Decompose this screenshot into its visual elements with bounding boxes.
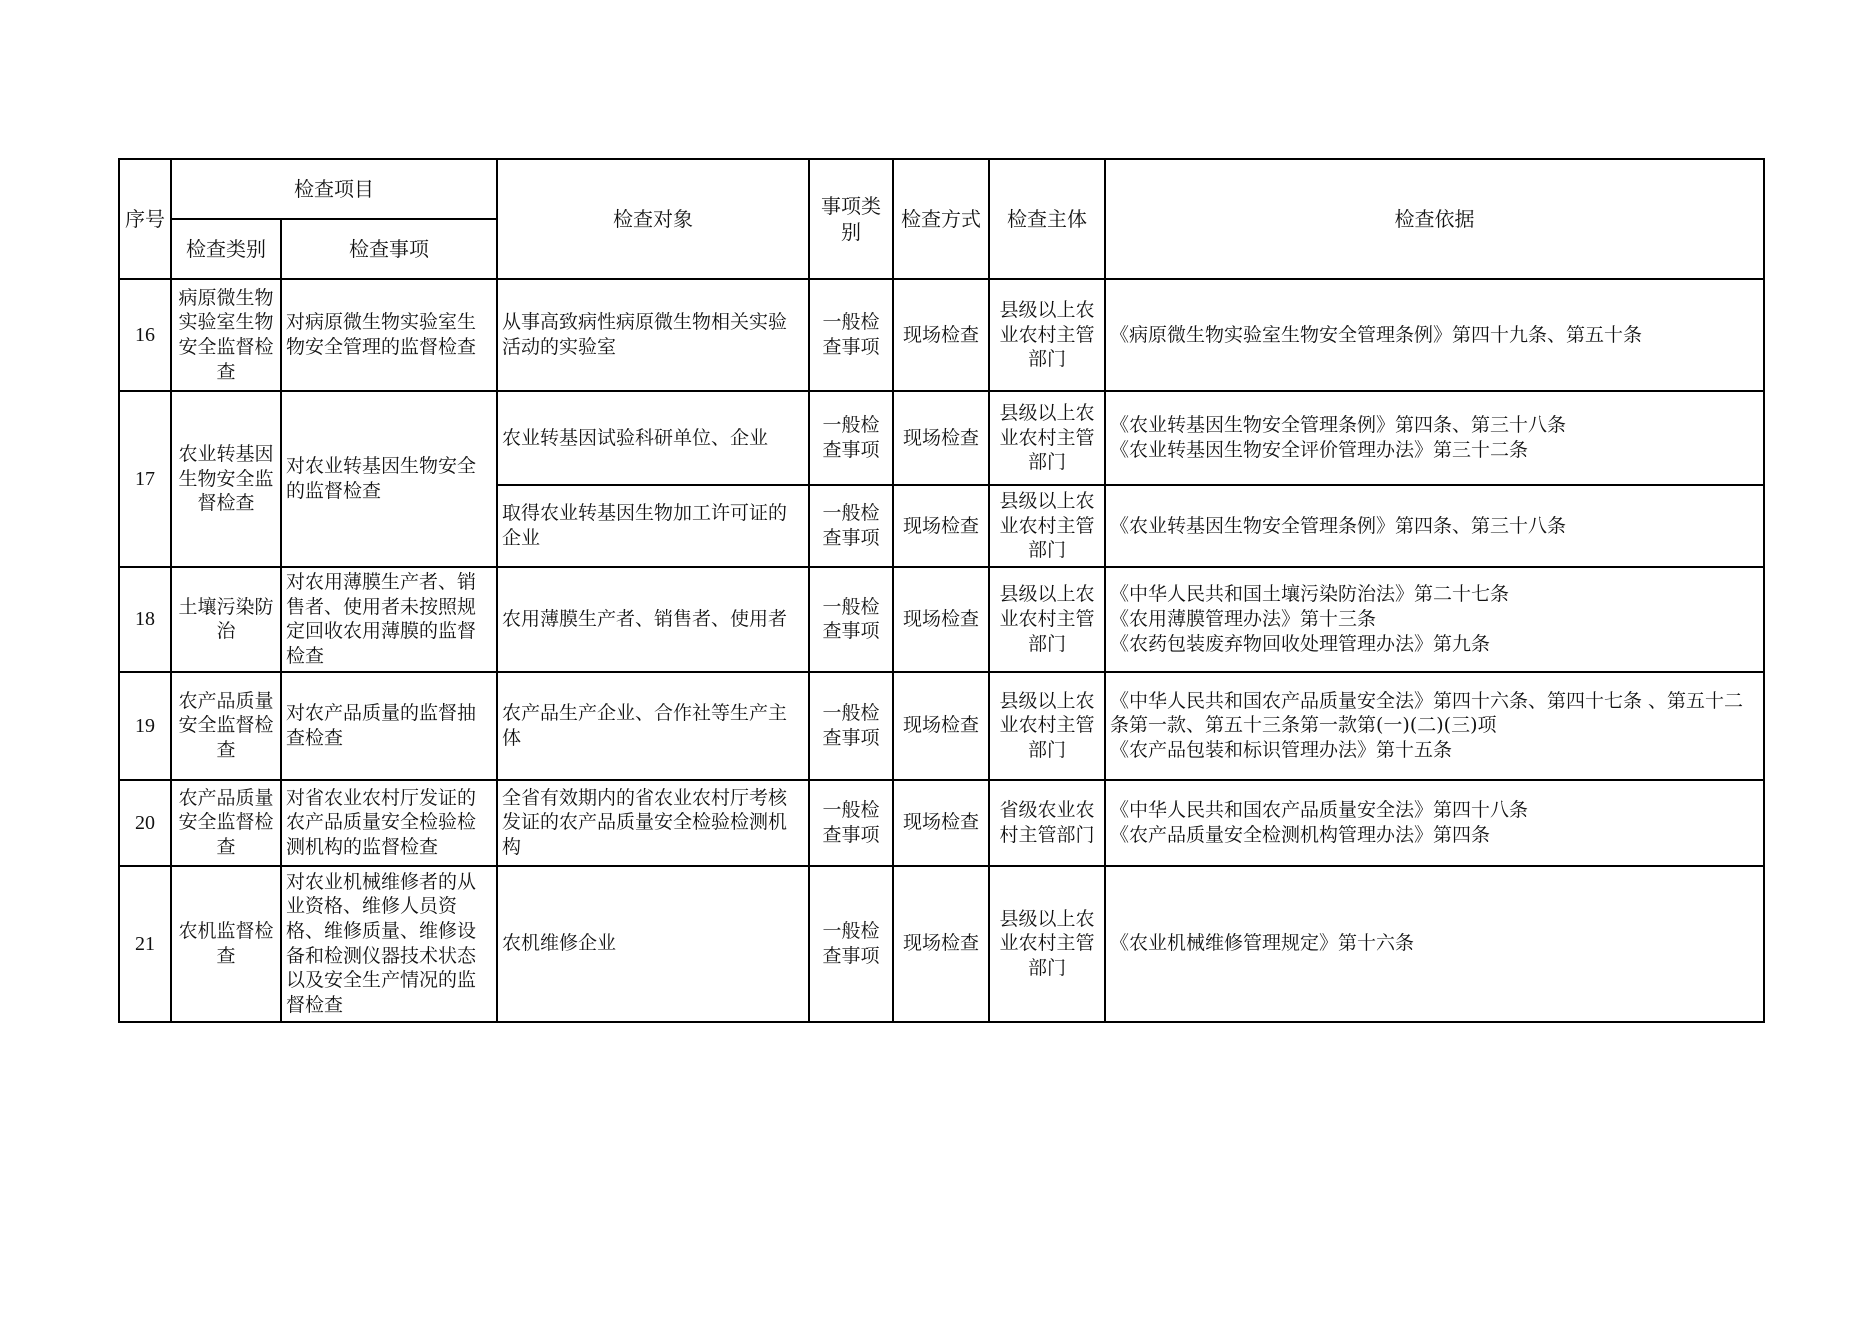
row-category: 农产品质量安全监督检查 — [171, 780, 281, 866]
header-subject: 检查主体 — [989, 159, 1105, 279]
row-seq: 20 — [119, 780, 171, 866]
row-basis — [1105, 485, 1764, 567]
row-seq: 18 — [119, 567, 171, 672]
header-matter-type: 事项类别 — [809, 159, 893, 279]
row-seq: 19 — [119, 672, 171, 780]
row-method: 现场检查 — [893, 279, 989, 391]
row-object: 从事高致病性病原微生物相关实验活动的实验室 — [497, 279, 809, 391]
row-matter-type: 一般检查事项 — [809, 780, 893, 866]
row-category: 农机监督检查 — [171, 866, 281, 1022]
row-category: 病原微生物实验室生物安全监督检查 — [171, 279, 281, 391]
row-category: 土壤污染防治 — [171, 567, 281, 672]
row-seq: 17 — [119, 391, 171, 567]
table-row — [119, 866, 1764, 1022]
row-subject: 县级以上农业农村主管部门 — [989, 672, 1105, 780]
basis-line: 《农用薄膜管理办法》第十三条 — [1110, 608, 1377, 631]
row-matter-type: 一般检查事项 — [809, 672, 893, 780]
row-method: 现场检查 — [893, 672, 989, 780]
row-subject: 县级以上农业农村主管部门 — [989, 866, 1105, 1022]
table-row — [119, 391, 1764, 485]
row-object: 农机维修企业 — [497, 866, 809, 1022]
row-object: 农业转基因试验科研单位、企业 — [497, 391, 809, 485]
row-basis — [1105, 866, 1764, 1022]
row-object: 农用薄膜生产者、销售者、使用者 — [497, 567, 809, 672]
basis-line: 《农业转基因生物安全管理条例》第四条、第三十八条 — [1110, 514, 1567, 537]
table-row — [119, 780, 1764, 866]
row-basis — [1105, 567, 1764, 672]
row-basis — [1105, 780, 1764, 866]
row-method: 现场检查 — [893, 391, 989, 485]
header-item-group: 检查项目 — [171, 159, 497, 219]
row-basis — [1105, 672, 1764, 780]
row-method: 现场检查 — [893, 866, 989, 1022]
header-basis: 检查依据 — [1105, 159, 1764, 279]
row-method: 现场检查 — [893, 485, 989, 567]
header-category: 检查类别 — [171, 219, 281, 279]
row-matter: 对农业转基因生物安全的监督检查 — [281, 391, 497, 567]
basis-line: 《农产品质量安全检测机构管理办法》第四条 — [1110, 823, 1491, 846]
row-matter: 对农产品质量的监督抽查检查 — [281, 672, 497, 780]
row-subject: 县级以上农业农村主管部门 — [989, 279, 1105, 391]
row-subject: 县级以上农业农村主管部门 — [989, 485, 1105, 567]
row-method: 现场检查 — [893, 780, 989, 866]
row-matter-type: 一般检查事项 — [809, 567, 893, 672]
row-basis — [1105, 391, 1764, 485]
row-subject: 县级以上农业农村主管部门 — [989, 391, 1105, 485]
row-seq: 21 — [119, 866, 171, 1022]
row-seq: 16 — [119, 279, 171, 391]
row-matter: 对农业机械维修者的从业资格、维修人员资格、维修质量、维修设备和检测仪器技术状态以及安全生产情况的监督检查 — [281, 866, 497, 1022]
row-basis — [1105, 279, 1764, 391]
row-object: 取得农业转基因生物加工许可证的企业 — [497, 485, 809, 567]
row-category: 农业转基因生物安全监督检查 — [171, 391, 281, 567]
row-matter-type: 一般检查事项 — [809, 391, 893, 485]
header-object: 检查对象 — [497, 159, 809, 279]
basis-line: 《农业转基因生物安全评价管理办法》第三十二条 — [1110, 439, 1529, 461]
basis-line: 《农业转基因生物安全管理条例》第四条、第三十八条 — [1110, 414, 1567, 437]
header-matter: 检查事项 — [281, 219, 497, 279]
row-matter: 对农用薄膜生产者、销售者、使用者未按照规定回收农用薄膜的监督检查 — [281, 567, 497, 672]
row-matter: 对病原微生物实验室生物安全管理的监督检查 — [281, 279, 497, 391]
row-category: 农产品质量安全监督检查 — [171, 672, 281, 780]
basis-line: 《中华人民共和国农产品质量安全法》第四十六条、第四十七条 、第五十二条第一款、第五十三条第一款第(一)(二)(三)项 — [1110, 689, 1744, 737]
header-method: 检查方式 — [893, 159, 989, 279]
basis-line: 《中华人民共和国土壤污染防治法》第二十七条 — [1110, 583, 1510, 606]
row-object: 农产品生产企业、合作社等生产主体 — [497, 672, 809, 780]
table-row — [119, 279, 1764, 391]
basis-line: 《农产品包装和标识管理办法》第十五条 — [1110, 739, 1453, 762]
basis-line: 《农业机械维修管理规定》第十六条 — [1110, 932, 1415, 955]
row-method: 现场检查 — [893, 567, 989, 672]
table-row — [119, 567, 1764, 672]
row-matter-type: 一般检查事项 — [809, 866, 893, 1022]
row-matter: 对省农业农村厅发证的农产品质量安全检验检测机构的监督检查 — [281, 780, 497, 866]
header-seq: 序号 — [119, 159, 171, 279]
header-row-1 — [119, 159, 1764, 219]
row-object: 全省有效期内的省农业农村厅考核发证的农产品质量安全检验检测机构 — [497, 780, 809, 866]
row-matter-type: 一般检查事项 — [809, 279, 893, 391]
basis-line: 《病原微生物实验室生物安全管理条例》第四十九条、第五十条 — [1110, 323, 1643, 346]
row-subject: 县级以上农业农村主管部门 — [989, 567, 1105, 672]
row-matter-type: 一般检查事项 — [809, 485, 893, 567]
table-row — [119, 672, 1764, 780]
row-subject: 省级农业农村主管部门 — [989, 780, 1105, 866]
inspection-table — [118, 158, 1765, 1023]
basis-line: 《中华人民共和国农产品质量安全法》第四十八条 — [1110, 799, 1529, 822]
basis-line: 《农药包装废弃物回收处理管理办法》第九条 — [1110, 632, 1491, 655]
